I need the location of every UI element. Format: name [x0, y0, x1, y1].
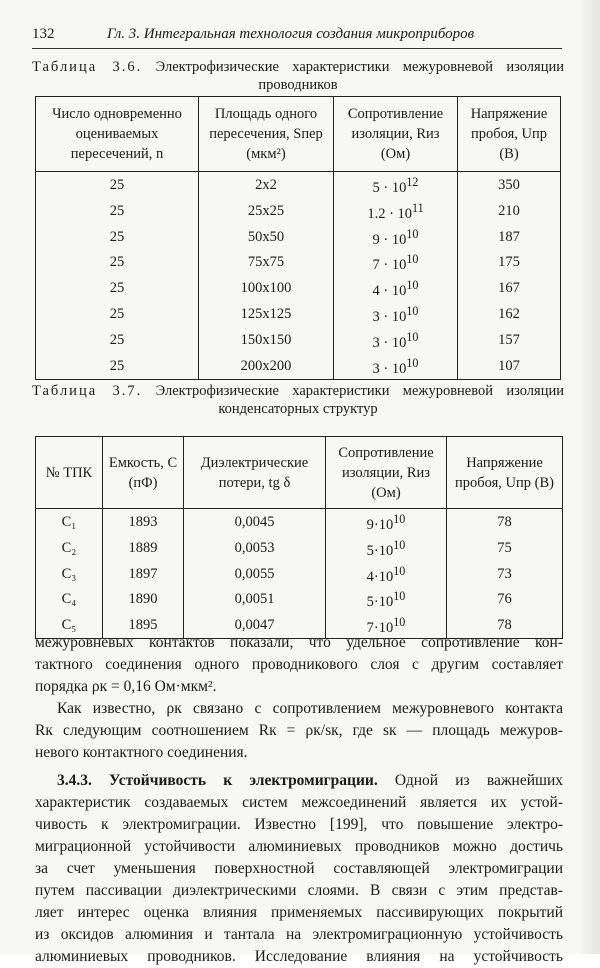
caption-text: Электрофизические характеристики межуровневой изоляции [155, 59, 564, 75]
caption-text: Электрофизические характеристики межуровневой изоляции [155, 383, 564, 399]
mantissa: 9·10 [366, 516, 394, 533]
text-line: характеристик создаваемых систем межсоединений является их устой- [35, 794, 563, 811]
text-line: тактного соединения одного проводникового слоя с другим составляет [35, 656, 563, 673]
exponent: 10 [406, 329, 419, 344]
table-row [36, 224, 561, 250]
table-cell [334, 249, 458, 275]
caption-text-2: проводников [258, 77, 338, 93]
exponent: 10 [406, 226, 419, 241]
running-header [32, 26, 562, 49]
table-cell: 25 [36, 172, 199, 198]
table-cell [334, 353, 458, 379]
mantissa: 5 · 10 [372, 179, 407, 196]
table-row [36, 249, 561, 275]
table-cell: 100x100 [199, 275, 334, 301]
text-line: из оксидов алюминия и тантала на электромиграционную устойчивость [35, 926, 563, 943]
table-row [36, 301, 561, 327]
table-cell: 50x50 [199, 224, 334, 250]
table-cell [334, 301, 458, 327]
table-cell: 25 [36, 353, 199, 379]
table-cell: 25x25 [199, 198, 334, 224]
table-cell: C₃ [36, 561, 103, 587]
table-cell: 0,0045 [184, 509, 326, 535]
mantissa: 5·10 [366, 594, 394, 611]
table-cell: 25 [36, 275, 199, 301]
exponent: 10 [393, 615, 406, 630]
mantissa: 4·10 [366, 568, 394, 585]
table-cell [334, 275, 458, 301]
table-cell: 167 [458, 275, 561, 301]
text-line: невого контактного соединения. [35, 744, 248, 761]
table-cell [326, 509, 447, 535]
table-cell: 0,0053 [184, 535, 326, 561]
column-header: Сопротивление изоляции, Rиз (Ом) [326, 437, 447, 509]
mantissa: 3 · 10 [372, 308, 407, 325]
table-cell: 1897 [103, 561, 184, 587]
section-heading: 3.4.3. Устойчивость к электромиграции. [57, 772, 378, 789]
table-cell: 210 [458, 198, 561, 224]
table-cell: 350 [458, 172, 561, 198]
text-line: чивость к электромиграции. Известно [199], что повышение электро- [35, 816, 563, 833]
mantissa: 7·10 [366, 620, 394, 637]
text-line [35, 770, 563, 792]
table-cell: 1895 [103, 612, 184, 638]
table-cell: 1890 [103, 586, 184, 612]
text-line: Как известно, ρк связано с сопротивлением межуровневого контакта [57, 700, 563, 717]
table-cell: 25 [36, 301, 199, 327]
table-3-6-caption [32, 58, 564, 94]
table-cell: C₄ [36, 586, 103, 612]
column-header: Диэлектрические потери, tg δ [184, 437, 326, 509]
text-line: за счет уменьшения поверхностной составляющей электромиграции [35, 860, 563, 877]
table-cell: 157 [458, 327, 561, 353]
table-label: Таблица 3.6. [32, 59, 143, 75]
table-cell: 75x75 [199, 249, 334, 275]
table-cell: 73 [447, 561, 563, 587]
table-cell [334, 172, 458, 198]
table-cell: 0,0055 [184, 561, 326, 587]
text-line: Rк следующим соотношением Rк = ρк/sк, где sк — площадь межуров- [35, 722, 563, 739]
page-number: 132 [32, 26, 55, 42]
exponent: 10 [393, 537, 406, 552]
text-line: порядка ρк = 0,16 Ом·мкм². [35, 678, 217, 695]
table-row [36, 509, 563, 535]
mantissa: 4 · 10 [372, 283, 407, 300]
table-cell: 107 [458, 353, 561, 379]
table-row [36, 275, 561, 301]
running-title: Гл. 3. Интегральная технология создания микроприборов [107, 26, 475, 42]
table-row [36, 353, 561, 379]
page-edge-shadow [578, 0, 600, 954]
table-cell: 25 [36, 249, 199, 275]
exponent: 10 [406, 355, 419, 370]
table-cell: 0,0047 [184, 612, 326, 638]
table-cell: 200x200 [199, 353, 334, 379]
text-line: ляет интерес оценка влияния применяемых пассивирующих покрытий [35, 904, 563, 921]
text-line: путем пассивации диэлектрическими слоями. В связи с этим представ- [35, 882, 563, 899]
table-cell: 187 [458, 224, 561, 250]
column-header: Емкость, C (пФ) [103, 437, 184, 509]
table-cell: 0,0051 [184, 586, 326, 612]
table-cell [334, 198, 458, 224]
table-cell: 25 [36, 327, 199, 353]
column-header: Сопротивление изоляции, Rиз (Ом) [334, 97, 458, 172]
table-cell: 2x2 [199, 172, 334, 198]
column-header: Число одновременно оцениваемых пересечений, n [36, 97, 199, 172]
table-3-7 [35, 436, 563, 639]
table-cell: 125x125 [199, 301, 334, 327]
table-cell [326, 586, 447, 612]
mantissa: 3 · 10 [372, 360, 407, 377]
table-cell: 78 [447, 612, 563, 638]
table-cell: C₂ [36, 535, 103, 561]
exponent: 10 [406, 252, 419, 267]
table-cell: 78 [447, 509, 563, 535]
table-row [36, 561, 563, 587]
column-header: Напряжение пробоя, Uпр (В) [447, 437, 563, 509]
mantissa: 3 · 10 [372, 334, 407, 351]
table-row [36, 172, 561, 198]
text-line: миграционной устойчивости алюминиевых проводников можно достичь [35, 838, 563, 855]
table-3-7-caption [32, 382, 564, 418]
exponent: 10 [393, 563, 406, 578]
table-row [36, 535, 563, 561]
exponent: 10 [393, 589, 406, 604]
exponent: 10 [393, 512, 406, 526]
body-text [35, 632, 563, 968]
column-header: № ТПК [36, 437, 103, 509]
text-fragment: Одной из важнейших [394, 772, 563, 789]
table-cell: 150x150 [199, 327, 334, 353]
table-label: Таблица 3.7. [32, 383, 143, 399]
text-line: алюминиевых проводников. Исследование влияния на устойчивость [35, 948, 563, 965]
table-cell: 76 [447, 586, 563, 612]
exponent: 10 [406, 304, 419, 319]
mantissa: 5·10 [366, 542, 394, 559]
exponent: 11 [412, 200, 424, 215]
table-cell: 162 [458, 301, 561, 327]
exponent: 12 [406, 175, 419, 189]
text-line: межуровневых контактов показали, что удельное сопротивление кон- [35, 634, 563, 651]
mantissa: 9 · 10 [372, 231, 407, 248]
table-cell: C₅ [36, 612, 103, 638]
header-row [36, 437, 563, 509]
header-row [36, 97, 561, 172]
table-cell: 25 [36, 224, 199, 250]
table-cell: 1893 [103, 509, 184, 535]
table-cell [326, 561, 447, 587]
column-header: Напряжение пробоя, Uпр (В) [458, 97, 561, 172]
table-cell [334, 327, 458, 353]
table-cell: 75 [447, 535, 563, 561]
table-row [36, 327, 561, 353]
table-cell: C₁ [36, 509, 103, 535]
table-3-6 [35, 96, 561, 380]
table-cell [326, 535, 447, 561]
column-header: Площадь одного пересечения, Sпер (мкм²) [199, 97, 334, 172]
mantissa: 1.2 · 10 [367, 205, 413, 222]
table-row [36, 586, 563, 612]
table-cell: 1889 [103, 535, 184, 561]
caption-text-2: конденсаторных структур [218, 401, 378, 417]
table-cell [334, 224, 458, 250]
table-cell: 175 [458, 249, 561, 275]
exponent: 10 [406, 278, 419, 293]
mantissa: 7 · 10 [372, 257, 407, 274]
table-row [36, 198, 561, 224]
table-cell: 25 [36, 198, 199, 224]
